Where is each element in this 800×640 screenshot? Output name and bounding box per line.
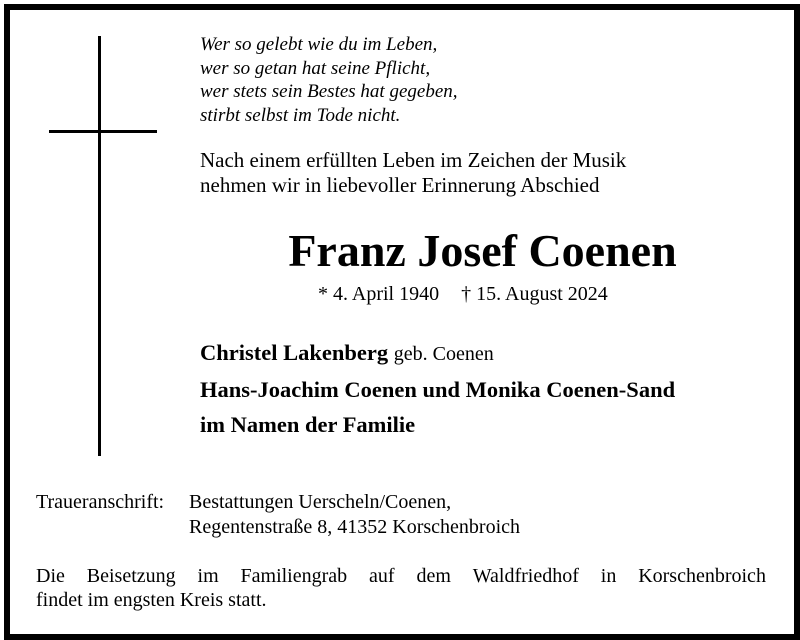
word: in [600, 565, 617, 587]
burial-notice-line [36, 564, 766, 588]
word: Beisetzung [86, 565, 176, 587]
address-line: Regentenstraße 8, 41352 Korschenbroich [189, 516, 521, 538]
intro-line: Nach einem erfüllten Leben im Zeichen der Musik [200, 148, 627, 172]
intro-text [200, 148, 626, 198]
word: dem [416, 565, 451, 587]
mourner-maiden-name: geb. Coenen [393, 343, 494, 365]
mourner-line: im Namen der Familie [200, 412, 416, 437]
burial-notice-line: findet im engsten Kreis statt. [36, 589, 267, 611]
word: im [197, 565, 219, 587]
burial-notice [36, 564, 766, 612]
mourner-line [200, 335, 675, 372]
intro-line: nehmen wir in liebevoller Erinnerung Abschied [200, 173, 600, 197]
word: auf [369, 565, 395, 587]
address-line: Bestattungen Uerscheln/Coenen, [189, 491, 452, 513]
memorial-verse [200, 33, 458, 127]
verse-line: wer stets sein Bestes hat gegeben, [200, 81, 458, 102]
death-date: † 15. August 2024 [461, 283, 608, 305]
verse-line: wer so getan hat seine Pflicht, [200, 57, 431, 79]
address-label: Traueranschrift: [36, 491, 165, 513]
word: Korschenbroich [638, 565, 766, 587]
word: Die [36, 565, 65, 587]
life-dates [318, 282, 608, 306]
birth-date: * 4. April 1940 [318, 283, 440, 305]
cross-horizontal-bar [49, 130, 157, 133]
verse-line: stirbt selbst im Tode nicht. [200, 104, 401, 126]
mourner-name: Christel Lakenberg [200, 340, 389, 365]
mourner-line: Hans-Joachim Coenen und Monika Coenen-Sand [200, 377, 676, 402]
verse-line: Wer so gelebt wie du im Leben, [200, 34, 438, 55]
mourning-address [36, 490, 520, 540]
deceased-name: Franz Josef Coenen [288, 225, 677, 276]
mourners-block [200, 335, 675, 442]
cross-vertical-bar [98, 36, 101, 456]
word: Waldfriedhof [472, 565, 579, 587]
word: Familiengrab [240, 565, 348, 587]
